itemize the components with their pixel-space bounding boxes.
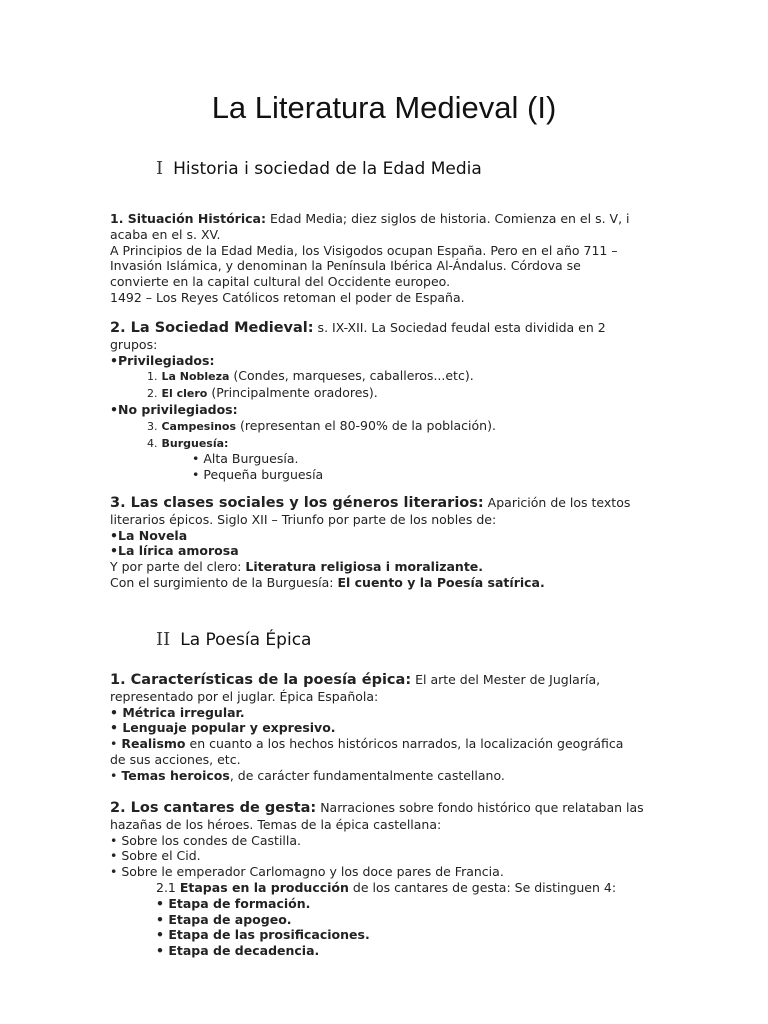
paragraph-clases-sociales: 3. Las clases sociales y los géneros literarios: Aparición de los textos literarios épicos. Siglo XII – Triunfo por parte de los nobles de: •La Novela •La lírica amorosa Y por parte del clero: Literatura religiosa i moralizante. Con el surgimiento de la Burguesía: El cuento y la Poesía satírica.	[110, 495, 631, 590]
paragraph-situacion-historica: 1. Situación Histórica: Edad Media; diez siglos de historia. Comienza en el s. V, i acaba en el s. XV. A Principios de la Edad Media, los Visigodos ocupan España. Pero en el año 711 – Invasión Islámica, y denominan la Península Ibérica Al-Ándalus. Córdova se convierte en la capital cultural del Occidente europeo. 1492 – Los Reyes Católicos retoman el poder de España.	[110, 211, 630, 305]
section-2-title: La Poesía Épica	[180, 630, 312, 650]
section-1-title: Historia i sociedad de la Edad Media	[173, 159, 482, 179]
section-2-heading	[156, 629, 311, 650]
list-item: 3. Campesinos (representan el 80-90% de la población).	[147, 417, 496, 433]
paragraph-caracteristicas: 1. Características de la poesía épica: El arte del Mester de Juglaría, representado por el juglar. Épica Española: • Métrica irregular. • Lenguaje popular y expresivo. • Realismo en cuanto a los hechos históricos narrados, la localización geográfica de sus acciones, etc. • Temas heroicos, de carácter fundamentalmente castellano.	[110, 672, 624, 783]
section-2-numeral: II	[156, 629, 171, 650]
paragraph-sociedad-medieval: 2. La Sociedad Medieval: s. IX-XII. La Sociedad feudal esta dividida en 2 grupos: •Privilegiados: 1. La Nobleza (Condes, marqueses, caballeros...etc). 2. El clero (Principalmente oradores). •No privilegiados: 3. Campesinos (representan el 80-90% de la población). 4. Burguesía: • Alta Burguesía. • Pequeña burguesía	[110, 320, 650, 483]
list-item: 2. El clero (Principalmente oradores).	[147, 385, 378, 401]
list-item: • Pequeña burguesía	[192, 467, 324, 483]
paragraph-cantares-de-gesta: 2. Los cantares de gesta: Narraciones sobre fondo histórico que relataban las hazañas de los héroes. Temas de la épica castellana: • Sobre los condes de Castilla. • Sobre el Cid. • Sobre le emperador Carlomagno y los doce pares de Francia. 2.1 Etapas en la producción de los cantares de gesta: Se distinguen 4: • Etapa de formación. • Etapa de apogeo. • Etapa de las prosificaciones. • Etapa de decadencia.	[110, 800, 644, 959]
section-1-heading	[156, 158, 482, 179]
section-1-numeral: I	[156, 158, 164, 179]
list-item: 1. La Nobleza (Condes, marqueses, caballeros...etc).	[147, 368, 474, 384]
list-item: 4. Burguesía:	[147, 436, 229, 450]
document-title: La Literatura Medieval (I)	[211, 90, 557, 125]
list-item: • Alta Burguesía.	[192, 451, 299, 467]
